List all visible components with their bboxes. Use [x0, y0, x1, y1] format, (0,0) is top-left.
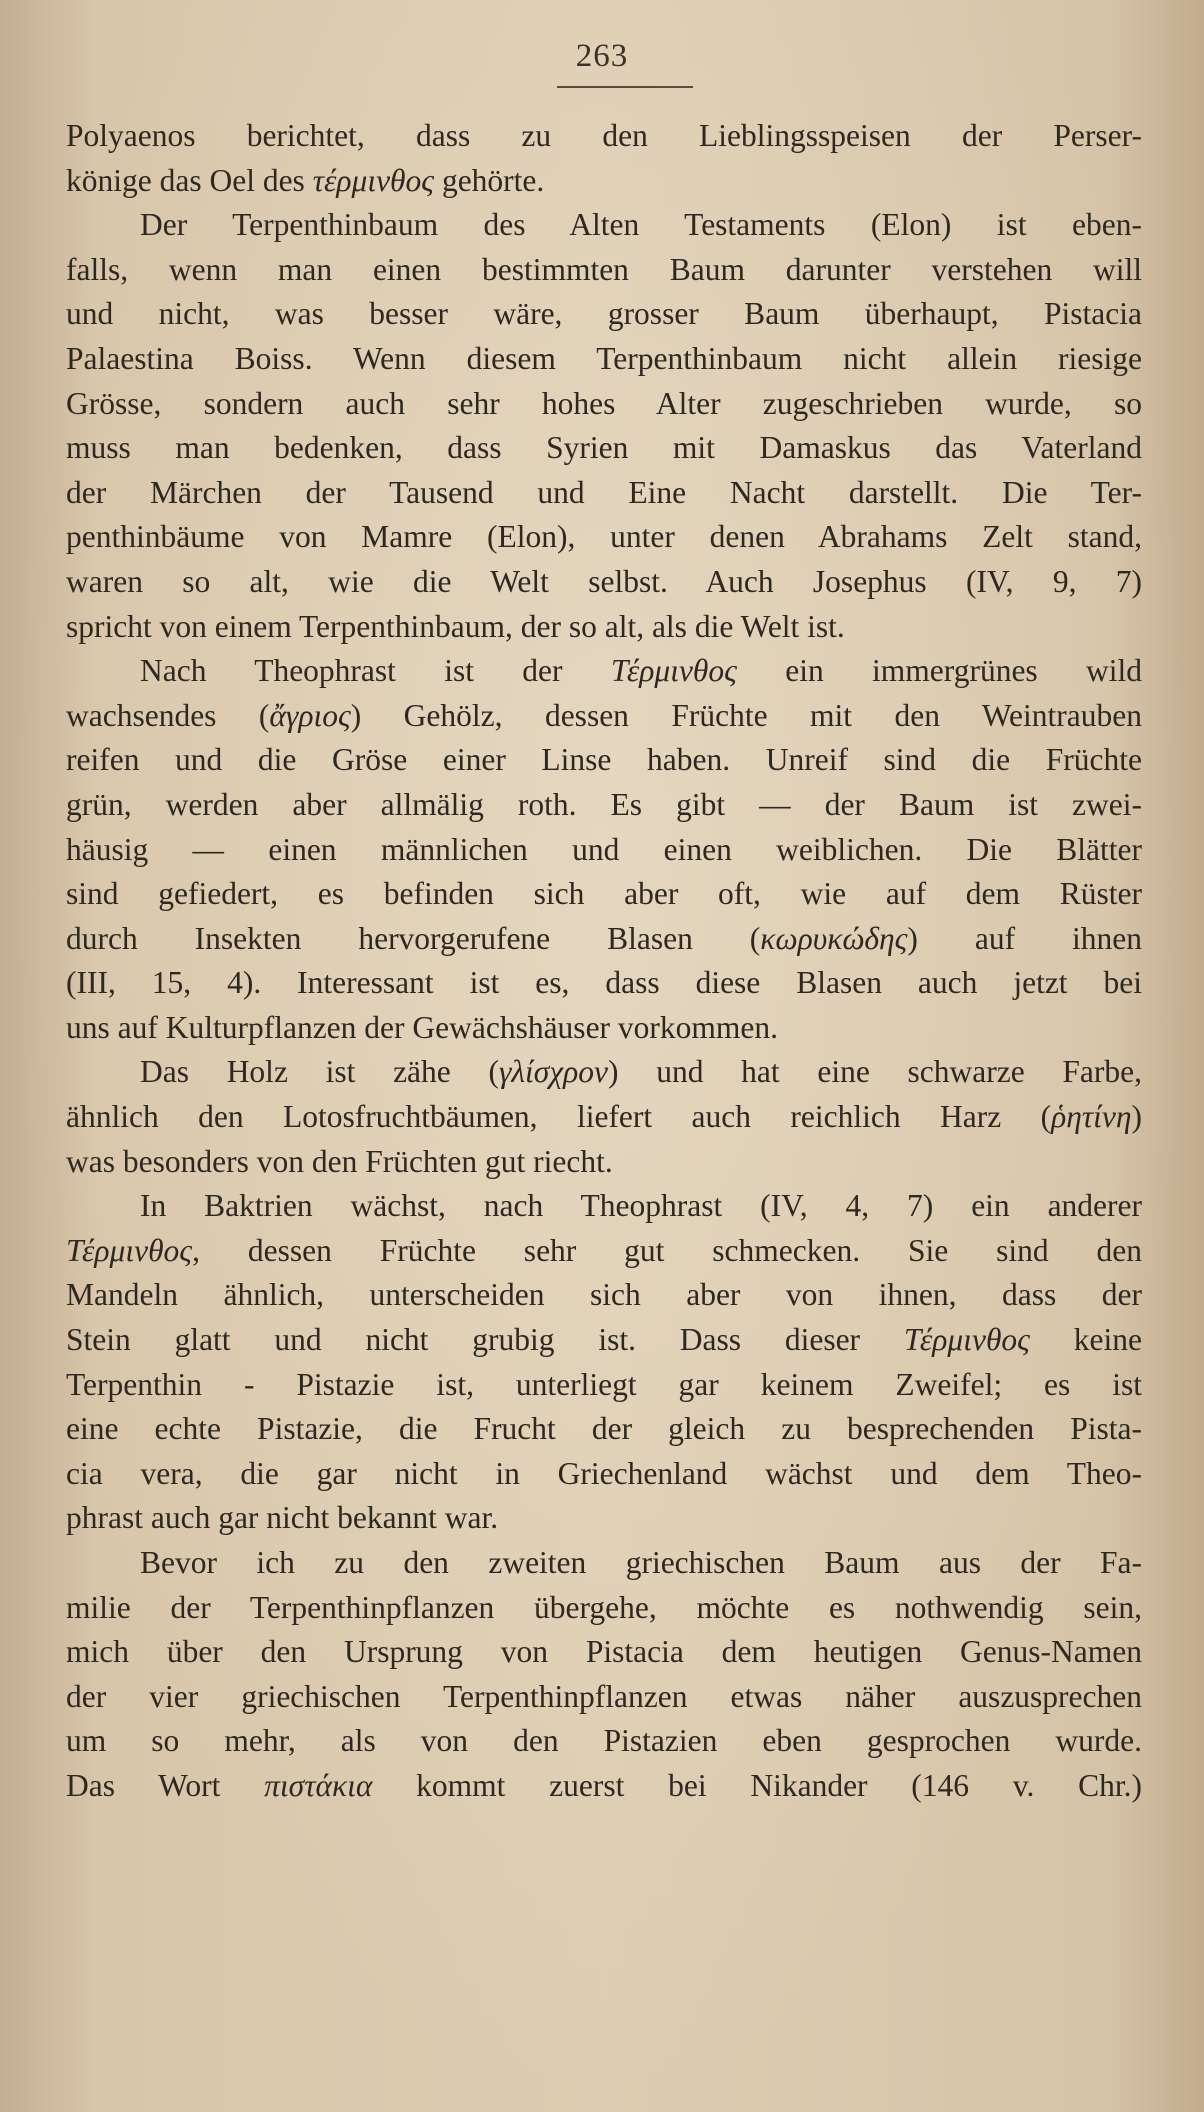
text-segment: häusig — einen männlichen und einen weiblichen. Die Blätter — [66, 831, 1142, 867]
greek-term: Τέρμινθος — [903, 1322, 1030, 1358]
text-line — [66, 738, 1142, 783]
text-segment: Polyaenos berichtet, dass zu den Lieblingsspeisen der Perser- — [66, 118, 1142, 153]
text-line — [66, 114, 1142, 159]
text-line — [66, 337, 1142, 382]
greek-term: Τέρμινθος — [610, 653, 737, 689]
text-segment: der Märchen der Tausend und Eine Nacht darstellt. Die Ter- — [66, 474, 1142, 510]
text-line — [66, 560, 1142, 605]
text-segment: eine echte Pistazie, die Frucht der gleich zu besprechenden Pista- — [66, 1411, 1142, 1447]
text-segment: (III, 15, 4). Interessant ist es, dass diese Blasen auch jetzt bei — [66, 965, 1142, 1001]
text-line — [66, 1496, 1142, 1541]
text-line — [66, 1719, 1142, 1764]
greek-term: γλίσχρον — [498, 1054, 609, 1090]
text-segment: ) auf ihnen — [907, 920, 1142, 956]
text-segment: kommt zuerst bei Nikander (146 v. Chr.) — [372, 1767, 1142, 1803]
text-segment: falls, wenn man einen bestimmten Baum darunter verstehen will — [66, 251, 1142, 287]
text-line — [66, 1675, 1142, 1720]
text-line — [66, 203, 1142, 248]
text-segment: was besonders von den Früchten gut riecht. — [66, 1143, 613, 1179]
text-line — [66, 1095, 1142, 1140]
page-number: 263 — [575, 38, 629, 74]
text-segment: sind gefiedert, es befinden sich aber oft, wie auf dem Rüster — [66, 876, 1142, 912]
text-line — [66, 1006, 1142, 1051]
greek-term: Τέρμινθος — [66, 1232, 193, 1268]
text-line — [66, 1318, 1142, 1363]
text-segment: phrast auch gar nicht bekannt war. — [66, 1500, 499, 1536]
text-line — [66, 1586, 1142, 1631]
text-segment: milie der Terpenthinpflanzen übergehe, möchte es nothwendig sein, — [66, 1589, 1142, 1625]
text-segment: durch Insekten hervorgerufene Blasen ( — [66, 920, 761, 956]
text-line — [66, 961, 1142, 1006]
text-line — [66, 1630, 1142, 1675]
greek-term: τέρμινθος — [312, 162, 435, 198]
text-segment: ) und hat eine schwarze Farbe, — [608, 1054, 1142, 1090]
text-segment: Bevor ich zu den zweiten griechischen Baum aus der Fa- — [140, 1545, 1142, 1580]
greek-term: ἄγριος — [269, 697, 351, 733]
text-line — [66, 248, 1142, 293]
body-text — [66, 114, 1142, 1809]
text-line — [66, 694, 1142, 739]
text-line — [66, 1764, 1142, 1809]
text-segment: grün, werden aber allmälig roth. Es gibt — der Baum ist zwei- — [66, 786, 1142, 822]
text-segment: Palaestina Boiss. Wenn diesem Terpenthinbaum nicht allein riesige — [66, 340, 1142, 376]
text-segment: Mandeln ähnlich, unterscheiden sich aber von ihnen, dass der — [66, 1277, 1142, 1313]
text-line — [66, 605, 1142, 650]
text-segment: und nicht, was besser wäre, grosser Baum überhaupt, Pistacia — [66, 296, 1142, 332]
greek-term: πιστάκια — [264, 1767, 373, 1803]
text-line — [66, 1140, 1142, 1185]
text-segment: Das Wort — [66, 1767, 265, 1803]
greek-term: ῥητίνη — [1051, 1099, 1132, 1135]
text-segment: Terpenthin - Pistazie ist, unterliegt gar keinem Zweifel; es ist — [66, 1366, 1142, 1402]
text-segment: mich über den Ursprung von Pistacia dem heutigen Genus-Namen — [66, 1634, 1142, 1670]
text-line — [66, 1541, 1142, 1586]
text-segment: uns auf Kulturpflanzen der Gewächshäuser vorkommen. — [66, 1009, 779, 1045]
text-line — [66, 828, 1142, 873]
text-segment: gehörte. — [434, 162, 545, 198]
header-rule — [557, 86, 693, 88]
text-segment: Der Terpenthinbaum des Alten Testaments (Elon) ist eben- — [140, 207, 1142, 243]
text-line — [66, 159, 1142, 204]
text-line — [66, 1184, 1142, 1229]
text-segment: keine — [1029, 1322, 1143, 1358]
text-segment: In Baktrien wächst, nach Theophrast (IV, 4, 7) ein anderer — [140, 1188, 1142, 1224]
text-line — [66, 872, 1142, 917]
text-line — [66, 1229, 1142, 1274]
text-segment: ) — [1131, 1099, 1142, 1135]
text-segment: ein immergrünes wild — [736, 653, 1142, 689]
text-segment: wachsendes ( — [66, 697, 270, 733]
text-segment: ) Gehölz, dessen Früchte mit den Weintrauben — [350, 697, 1142, 733]
text-line — [66, 292, 1142, 337]
text-segment: Nach Theophrast ist der — [140, 653, 611, 689]
text-segment: penthinbäume von Mamre (Elon), unter denen Abrahams Zelt stand, — [66, 519, 1142, 555]
text-line — [66, 515, 1142, 560]
text-segment: Stein glatt und nicht grubig ist. Dass dieser — [66, 1322, 904, 1358]
text-line — [66, 649, 1142, 694]
text-segment: ähnlich den Lotosfruchtbäumen, liefert auch reichlich Harz ( — [66, 1099, 1052, 1135]
text-line — [66, 471, 1142, 516]
text-line — [66, 426, 1142, 471]
text-line — [66, 1273, 1142, 1318]
text-line — [66, 1363, 1142, 1408]
greek-term: κωρυκώδης — [760, 920, 908, 956]
text-segment: Das Holz ist zähe ( — [140, 1054, 499, 1090]
text-line — [66, 783, 1142, 828]
text-line — [66, 382, 1142, 427]
text-segment: um so mehr, als von den Pistazien eben gesprochen wurde. — [66, 1723, 1142, 1759]
text-segment: Grösse, sondern auch sehr hohes Alter zugeschrieben wurde, so — [66, 385, 1142, 421]
text-line — [66, 1407, 1142, 1452]
text-segment: reifen und die Gröse einer Linse haben. Unreif sind die Früchte — [66, 742, 1142, 778]
text-line — [66, 1050, 1142, 1095]
text-segment: muss man bedenken, dass Syrien mit Damaskus das Vaterland — [66, 430, 1142, 466]
text-segment: , dessen Früchte sehr gut schmecken. Sie sind den — [192, 1232, 1142, 1268]
text-segment: der vier griechischen Terpenthinpflanzen etwas näher auszusprechen — [66, 1678, 1142, 1714]
text-segment: waren so alt, wie die Welt selbst. Auch Josephus (IV, 9, 7) — [66, 563, 1142, 599]
text-segment: spricht von einem Terpenthinbaum, der so alt, als die Welt ist. — [66, 608, 845, 644]
text-line — [66, 917, 1142, 962]
text-segment: cia vera, die gar nicht in Griechenland wächst und dem Theo- — [66, 1455, 1142, 1491]
text-line — [66, 1452, 1142, 1497]
text-segment: könige das Oel des — [66, 162, 313, 198]
